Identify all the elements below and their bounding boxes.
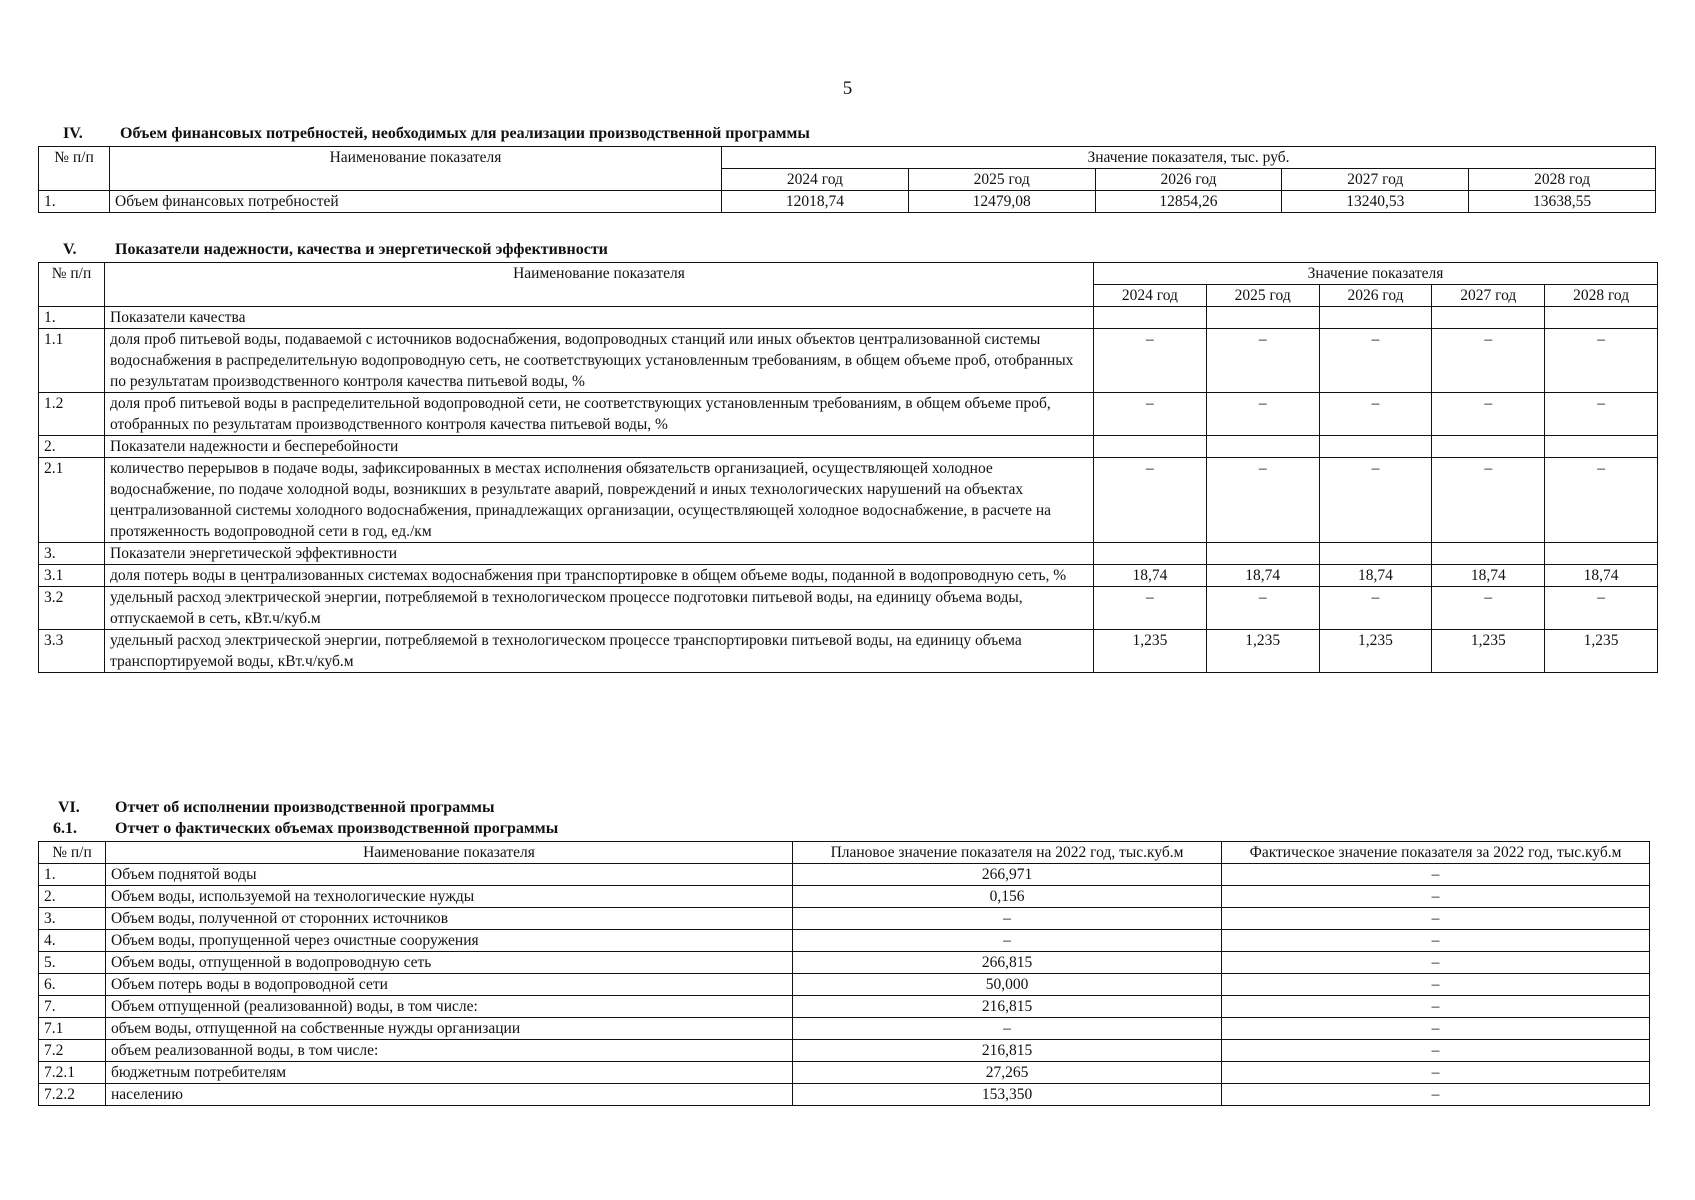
row-value: [1432, 543, 1545, 565]
row-value: 12479,08: [908, 191, 1095, 213]
col-name-header: Наименование показателя: [105, 263, 1094, 307]
table-row: [39, 864, 1650, 886]
row-value: [1319, 543, 1432, 565]
year-header: 2028 год: [1469, 169, 1656, 191]
row-name: Объем финансовых потребностей: [110, 191, 722, 213]
row-fact-value: –: [1222, 974, 1650, 996]
row-name: бюджетным потребителям: [106, 1062, 793, 1084]
row-fact-value: –: [1222, 1018, 1650, 1040]
row-value: [1545, 307, 1658, 329]
row-number: 2.1: [39, 458, 105, 543]
row-fact-value: –: [1222, 952, 1650, 974]
section5-heading: [63, 241, 608, 259]
row-value: 18,74: [1319, 565, 1432, 587]
row-name: Объем потерь воды в водопроводной сети: [106, 974, 793, 996]
year-header: 2024 год: [722, 169, 909, 191]
row-number: 1.1: [39, 329, 105, 393]
row-value: 1,235: [1094, 630, 1207, 673]
table-row: [39, 1084, 1650, 1106]
row-plan-value: 0,156: [793, 886, 1222, 908]
row-value: 12854,26: [1095, 191, 1282, 213]
row-fact-value: –: [1222, 1040, 1650, 1062]
col-name-header: Наименование показателя: [110, 147, 722, 191]
table-row: [39, 974, 1650, 996]
col-value-header: Значение показателя, тыс. руб.: [722, 147, 1656, 169]
row-fact-value: –: [1222, 886, 1650, 908]
row-value: 18,74: [1432, 565, 1545, 587]
row-name: количество перерывов в подаче воды, зафиксированных в местах исполнения обязательств организацией, осуществляющей холодное водоснабжение, по подаче холодной воды, возникших в результате аварий, повреждений и иных технологических нарушений на объектах централизованной системы холодного водоснабжения, принадлежащих организации, осуществляющей холодное водоснабжение, в расчете на протяженность водопроводной сети в год, ед./км: [105, 458, 1094, 543]
row-plan-value: 153,350: [793, 1084, 1222, 1106]
table-row: [39, 1062, 1650, 1084]
section6-number: VI.: [58, 799, 80, 816]
row-number: 4.: [39, 930, 106, 952]
row-value: –: [1432, 393, 1545, 436]
row-value: [1432, 436, 1545, 458]
row-name: доля проб питьевой воды, подаваемой с источников водоснабжения, водопроводных станций или иных объектов централизованной системы водоснабжения в распределительную водопроводную сеть, не соответствующих установленным требованиям, в общем объеме проб, отобранных по результатам производственного контроля качества питьевой воды, %: [105, 329, 1094, 393]
table-row: [39, 630, 1658, 673]
row-number: 7.2: [39, 1040, 106, 1062]
row-plan-value: 27,265: [793, 1062, 1222, 1084]
row-number: 6.: [39, 974, 106, 996]
row-plan-value: –: [793, 930, 1222, 952]
col-number-header: № п/п: [39, 147, 110, 191]
row-value: [1094, 436, 1207, 458]
section6-heading: [58, 799, 495, 817]
group-row: [39, 436, 1658, 458]
row-plan-value: 216,815: [793, 996, 1222, 1018]
row-value: –: [1319, 329, 1432, 393]
col-number-header: № п/п: [39, 263, 105, 307]
table-row: [39, 908, 1650, 930]
row-value: –: [1545, 329, 1658, 393]
row-fact-value: –: [1222, 908, 1650, 930]
quality-indicators-table: [38, 262, 1658, 673]
row-number: 2.: [39, 886, 106, 908]
year-header: 2028 год: [1545, 285, 1658, 307]
row-number: 3.: [39, 543, 105, 565]
col-name-header: Наименование показателя: [106, 842, 793, 864]
row-number: 1.: [39, 191, 110, 213]
table-row: [39, 1018, 1650, 1040]
table-row: [39, 393, 1658, 436]
row-value: –: [1206, 458, 1319, 543]
row-value: –: [1545, 458, 1658, 543]
row-name: Показатели качества: [105, 307, 1094, 329]
row-value: 1,235: [1432, 630, 1545, 673]
section4-heading: [63, 125, 810, 143]
row-value: 13240,53: [1282, 191, 1469, 213]
row-value: 1,235: [1545, 630, 1658, 673]
row-value: 18,74: [1206, 565, 1319, 587]
table-row: [39, 329, 1658, 393]
row-value: –: [1206, 587, 1319, 630]
row-fact-value: –: [1222, 1062, 1650, 1084]
table-row: [39, 191, 1656, 213]
row-name: Показатели энергетической эффективности: [105, 543, 1094, 565]
year-header: 2026 год: [1319, 285, 1432, 307]
table-row: [39, 886, 1650, 908]
section6-sub-number: 6.1.: [53, 820, 77, 837]
row-name: доля потерь воды в централизованных системах водоснабжения при транспортировке в общем объеме воды, поданной в водопроводную сеть, %: [105, 565, 1094, 587]
section4-title: Объем финансовых потребностей, необходимых для реализации производственной программы: [120, 125, 810, 142]
col-value-header: Значение показателя: [1094, 263, 1658, 285]
row-value: –: [1094, 393, 1207, 436]
row-value: [1545, 543, 1658, 565]
row-fact-value: –: [1222, 930, 1650, 952]
row-number: 3.: [39, 908, 106, 930]
row-value: 1,235: [1206, 630, 1319, 673]
row-name: объем реализованной воды, в том числе:: [106, 1040, 793, 1062]
row-value: –: [1094, 458, 1207, 543]
year-header: 2027 год: [1282, 169, 1469, 191]
row-value: –: [1319, 458, 1432, 543]
row-value: –: [1432, 458, 1545, 543]
row-name: Объем воды, пропущенной через очистные сооружения: [106, 930, 793, 952]
row-number: 1.2: [39, 393, 105, 436]
row-value: –: [1545, 393, 1658, 436]
year-header: 2027 год: [1432, 285, 1545, 307]
group-row: [39, 543, 1658, 565]
row-name: Объем поднятой воды: [106, 864, 793, 886]
row-value: 12018,74: [722, 191, 909, 213]
row-value: [1206, 543, 1319, 565]
section4-number: IV.: [63, 125, 83, 142]
section5-title: Показатели надежности, качества и энергетической эффективности: [115, 241, 608, 258]
year-header: 2024 год: [1094, 285, 1207, 307]
row-value: [1432, 307, 1545, 329]
row-fact-value: –: [1222, 1084, 1650, 1106]
group-row: [39, 307, 1658, 329]
row-plan-value: –: [793, 908, 1222, 930]
row-value: –: [1094, 329, 1207, 393]
production-report-table: [38, 841, 1650, 1106]
row-plan-value: –: [793, 1018, 1222, 1040]
row-number: 3.2: [39, 587, 105, 630]
page-number: 5: [842, 78, 853, 99]
row-name: Показатели надежности и бесперебойности: [105, 436, 1094, 458]
row-number: 2.: [39, 436, 105, 458]
section6-sub-heading: [53, 820, 559, 838]
row-value: –: [1206, 393, 1319, 436]
row-plan-value: 266,971: [793, 864, 1222, 886]
row-value: –: [1319, 393, 1432, 436]
row-value: [1545, 436, 1658, 458]
row-name: Объем воды, полученной от сторонних источников: [106, 908, 793, 930]
row-number: 7.1: [39, 1018, 106, 1040]
row-number: 3.3: [39, 630, 105, 673]
row-fact-value: –: [1222, 996, 1650, 1018]
row-plan-value: 216,815: [793, 1040, 1222, 1062]
row-name: Объем воды, используемой на технологические нужды: [106, 886, 793, 908]
row-name: населению: [106, 1084, 793, 1106]
row-plan-value: 50,000: [793, 974, 1222, 996]
col-plan-header: Плановое значение показателя на 2022 год, тыс.куб.м: [793, 842, 1222, 864]
col-number-header: № п/п: [39, 842, 106, 864]
col-fact-header: Фактическое значение показателя за 2022 год, тыс.куб.м: [1222, 842, 1650, 864]
row-value: [1094, 307, 1207, 329]
row-number: 7.: [39, 996, 106, 1018]
row-name: Объем воды, отпущенной в водопроводную сеть: [106, 952, 793, 974]
table-row: [39, 1040, 1650, 1062]
row-name: удельный расход электрической энергии, потребляемой в технологическом процессе транспортировки питьевой воды, на единицу объема транспортируемой воды, кВт.ч/куб.м: [105, 630, 1094, 673]
financial-needs-table: [38, 146, 1656, 213]
year-header: 2025 год: [1206, 285, 1319, 307]
table-row: [39, 952, 1650, 974]
row-name: объем воды, отпущенной на собственные нужды организации: [106, 1018, 793, 1040]
row-value: –: [1432, 329, 1545, 393]
row-plan-value: 266,815: [793, 952, 1222, 974]
row-value: –: [1094, 587, 1207, 630]
row-number: 7.2.1: [39, 1062, 106, 1084]
row-value: 18,74: [1094, 565, 1207, 587]
section6-title: Отчет об исполнении производственной программы: [115, 799, 495, 816]
row-name: удельный расход электрической энергии, потребляемой в технологическом процессе подготовки питьевой воды, на единицу объема воды, отпускаемой в сеть, кВт.ч/куб.м: [105, 587, 1094, 630]
table-row: [39, 996, 1650, 1018]
table-row: [39, 565, 1658, 587]
row-number: 1.: [39, 864, 106, 886]
row-number: 5.: [39, 952, 106, 974]
year-header: 2025 год: [908, 169, 1095, 191]
row-number: 1.: [39, 307, 105, 329]
row-value: 18,74: [1545, 565, 1658, 587]
row-value: –: [1432, 587, 1545, 630]
table-row: [39, 458, 1658, 543]
row-value: –: [1206, 329, 1319, 393]
row-number: 7.2.2: [39, 1084, 106, 1106]
table-row: [39, 930, 1650, 952]
row-value: [1319, 436, 1432, 458]
row-value: 1,235: [1319, 630, 1432, 673]
section6-sub-title: Отчет о фактических объемах производственной программы: [115, 820, 559, 837]
table-row: [39, 587, 1658, 630]
row-fact-value: –: [1222, 864, 1650, 886]
row-value: –: [1319, 587, 1432, 630]
row-value: –: [1545, 587, 1658, 630]
year-header: 2026 год: [1095, 169, 1282, 191]
section5-number: V.: [63, 241, 77, 258]
row-value: [1094, 543, 1207, 565]
row-name: доля проб питьевой воды в распределительной водопроводной сети, не соответствующих установленным требованиям, в общем объеме проб, отобранных по результатам производственного контроля качества питьевой воды, %: [105, 393, 1094, 436]
row-name: Объем отпущенной (реализованной) воды, в том числе:: [106, 996, 793, 1018]
row-value: [1319, 307, 1432, 329]
row-value: [1206, 307, 1319, 329]
row-value: 13638,55: [1469, 191, 1656, 213]
row-number: 3.1: [39, 565, 105, 587]
row-value: [1206, 436, 1319, 458]
